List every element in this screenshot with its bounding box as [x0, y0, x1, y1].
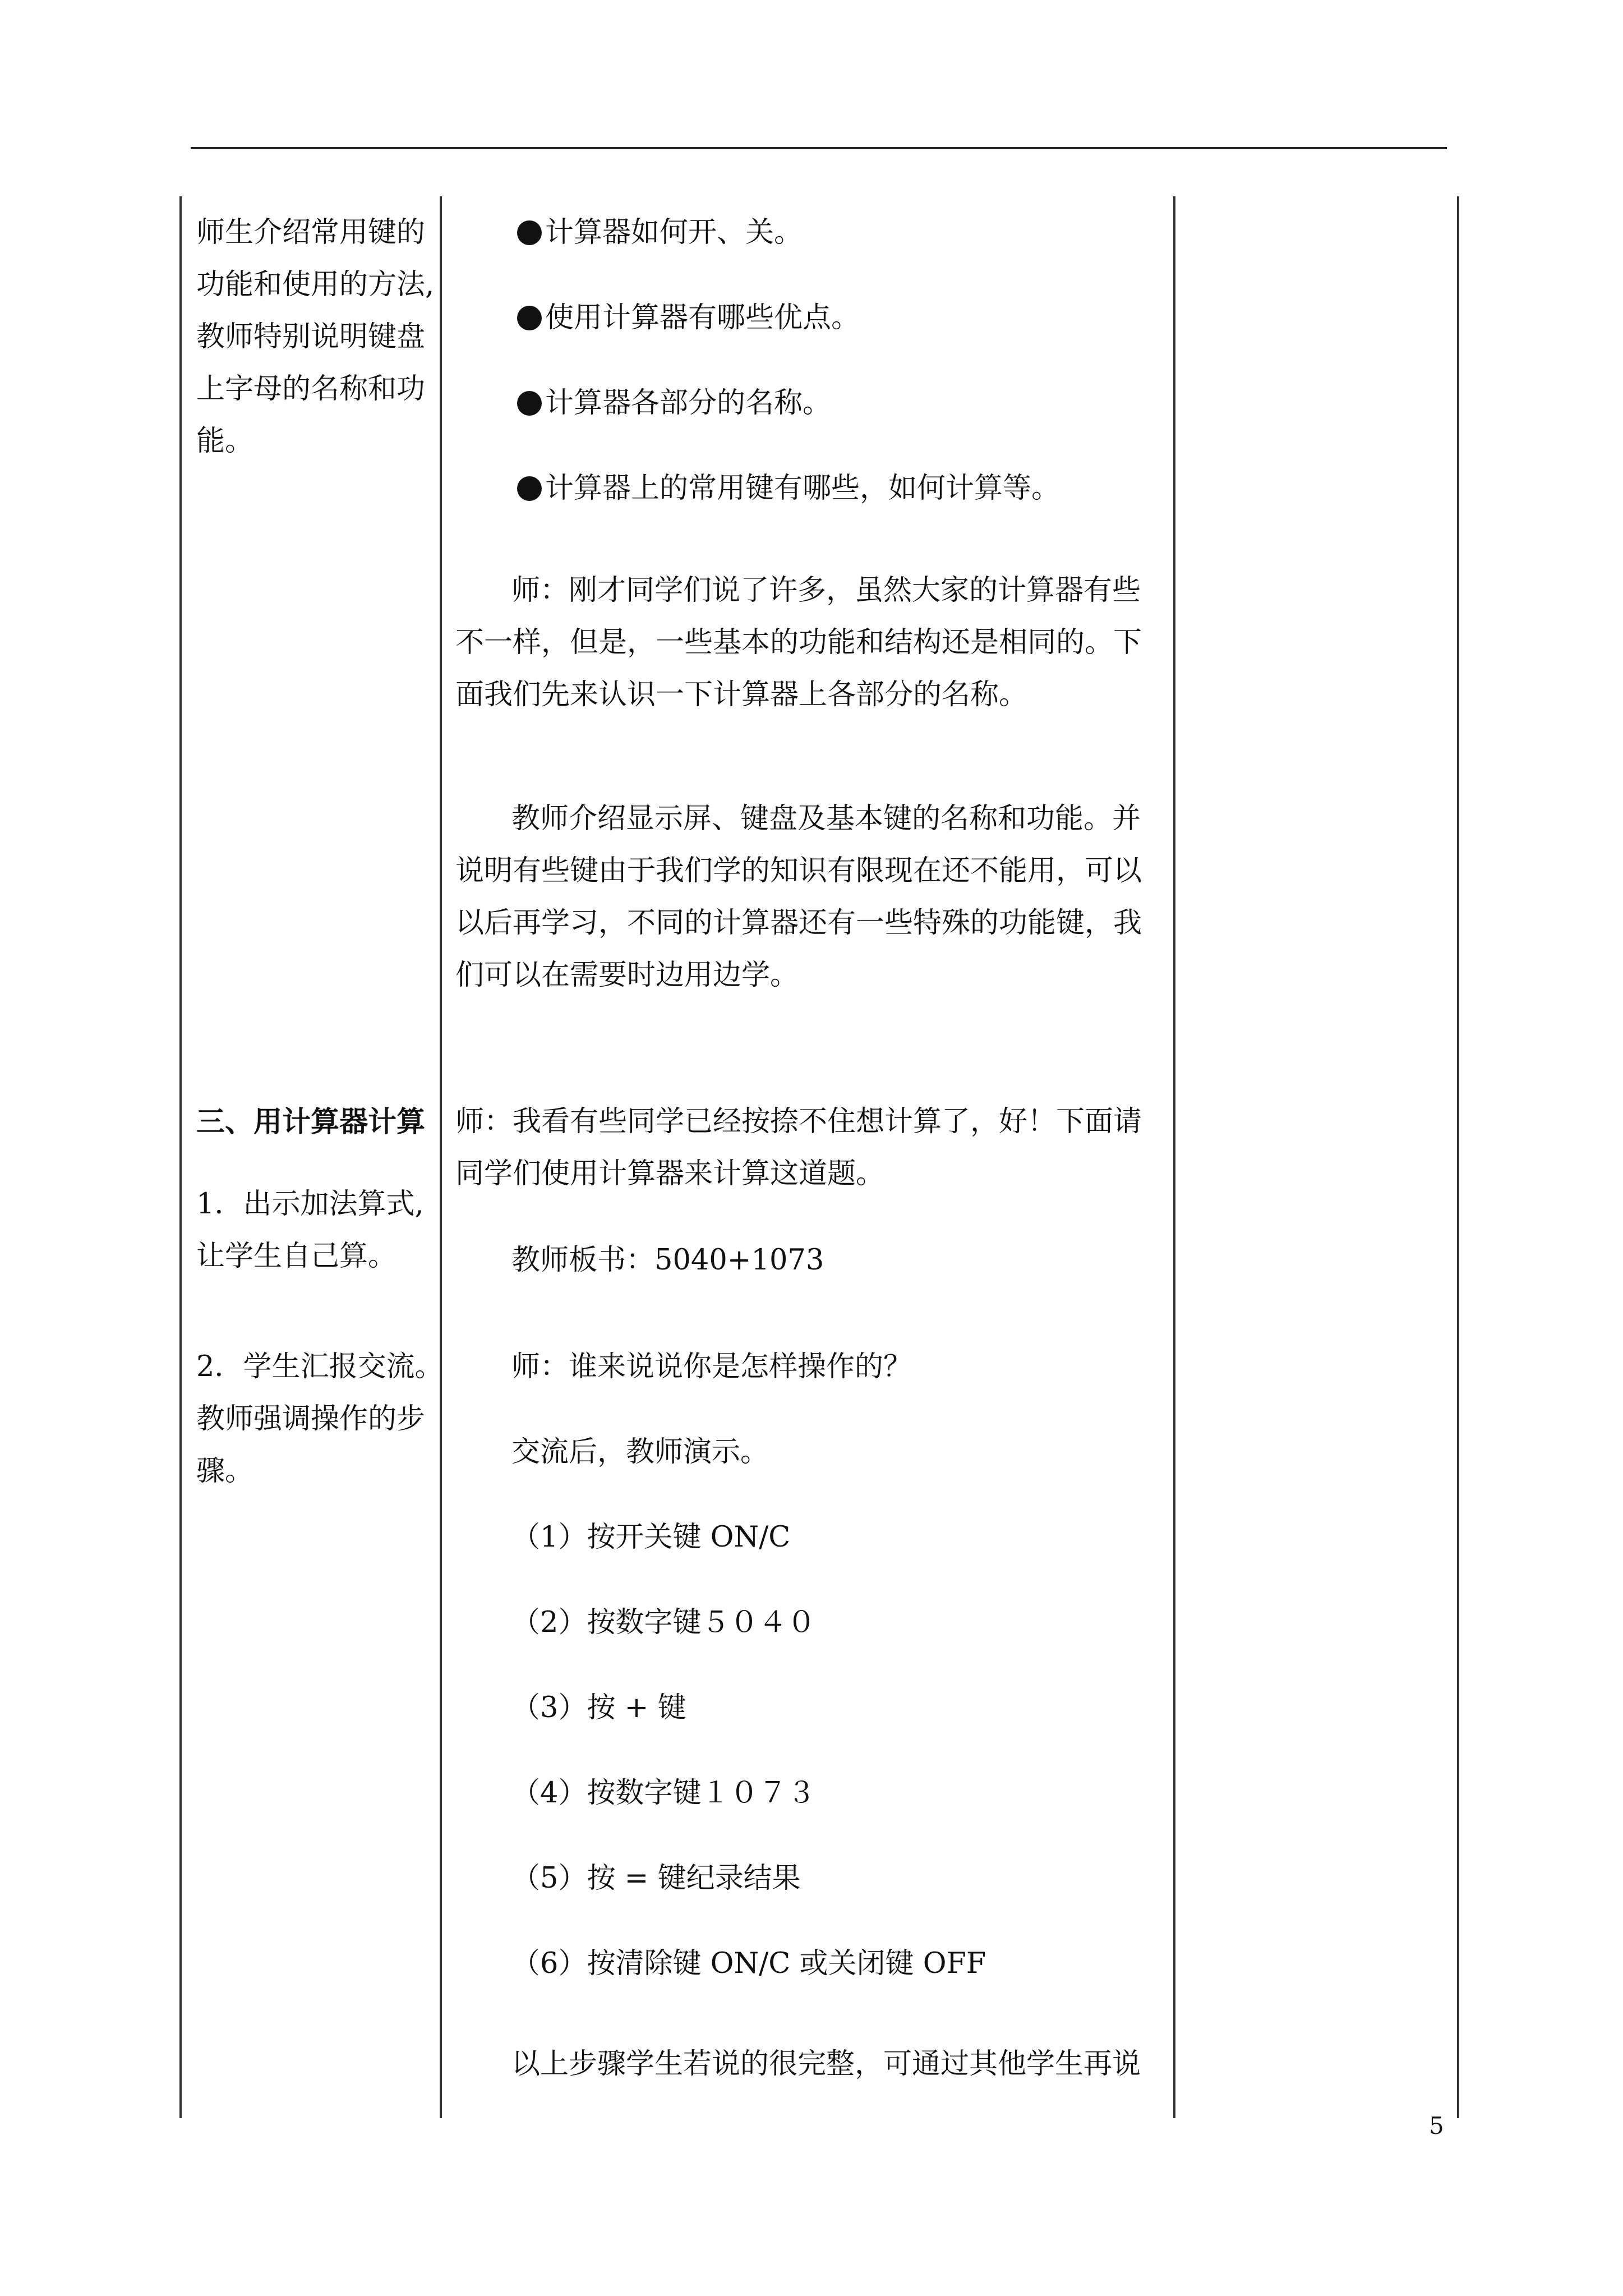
table-border-left	[179, 196, 182, 2118]
bullet-icon	[517, 306, 542, 330]
process-text-line: 师生介绍常用键的	[196, 216, 426, 249]
table-border-col2	[1173, 196, 1175, 2118]
process-text-line: 功能和使用的方法,	[196, 268, 435, 301]
header-rule	[191, 147, 1447, 149]
paragraph-line: 师：我看有些同学已经按捺不住想计算了，好！下面请	[455, 1105, 1142, 1138]
operation-step: （4）按数字键１０７３	[511, 1777, 816, 1810]
paragraph-line: 同学们使用计算器来计算这道题。	[455, 1157, 885, 1190]
bullet-item: 计算器上的常用键有哪些，如何计算等。	[517, 472, 1060, 505]
table-border-right	[1457, 196, 1459, 2118]
page-number: 5	[1429, 2112, 1444, 2139]
paragraph-line: 师：刚才同学们说了许多，虽然大家的计算器有些	[511, 574, 1141, 607]
operation-step: （5）按 = 键纪录结果	[511, 1862, 801, 1895]
operation-step: （1）按开关键 ON/C	[511, 1521, 791, 1554]
paragraph-line: 说明有些键由于我们学的知识有限现在还不能用，可以	[455, 854, 1142, 887]
bullet-item: 计算器如何开、关。	[517, 216, 803, 250]
bullet-item: 计算器各部分的名称。	[517, 386, 831, 420]
paragraph-line: 们可以在需要时边用边学。	[455, 959, 799, 992]
step-two-line: 教师强调操作的步	[196, 1402, 426, 1435]
step-two-line: 骤。	[196, 1455, 254, 1488]
board-writing: 教师板书：5040+1073	[511, 1244, 824, 1277]
paragraph-line: 不一样，但是，一些基本的功能和结构还是相同的。下	[455, 626, 1142, 659]
step-one-line: 让学生自己算。	[196, 1240, 397, 1273]
process-text-line: 能。	[196, 425, 254, 458]
operation-step: （3）按 + 键	[511, 1691, 686, 1724]
step-one-line: 1．出示加法算式,	[196, 1188, 424, 1221]
bullet-icon	[517, 476, 542, 501]
section-title: 三、用计算器计算	[196, 1105, 426, 1139]
bullet-item: 使用计算器有哪些优点。	[517, 301, 860, 335]
paragraph-line: 以后再学习，不同的计算器还有一些特殊的功能键，我	[455, 907, 1142, 940]
step-two-line: 2．学生汇报交流。	[196, 1350, 444, 1383]
operation-step: （6）按清除键 ON/C 或关闭键 OFF	[511, 1947, 986, 1980]
demo-intro: 交流后，教师演示。	[511, 1435, 769, 1469]
bullet-icon	[517, 220, 542, 245]
paragraph-line: 教师介绍显示屏、键盘及基本键的名称和功能。并	[511, 802, 1141, 835]
teacher-question: 师：谁来说说你是怎样操作的？	[511, 1350, 912, 1383]
process-text-line: 上字母的名称和功	[196, 372, 426, 406]
closing-line: 以上步骤学生若说的很完整，可通过其他学生再说	[511, 2047, 1141, 2081]
paragraph-line: 面我们先来认识一下计算器上各部分的名称。	[455, 678, 1028, 711]
table-border-col1	[440, 196, 442, 2118]
bullet-icon	[517, 391, 542, 416]
operation-step: （2）按数字键５０４０	[511, 1606, 816, 1639]
process-text-line: 教师特别说明键盘	[196, 320, 426, 353]
